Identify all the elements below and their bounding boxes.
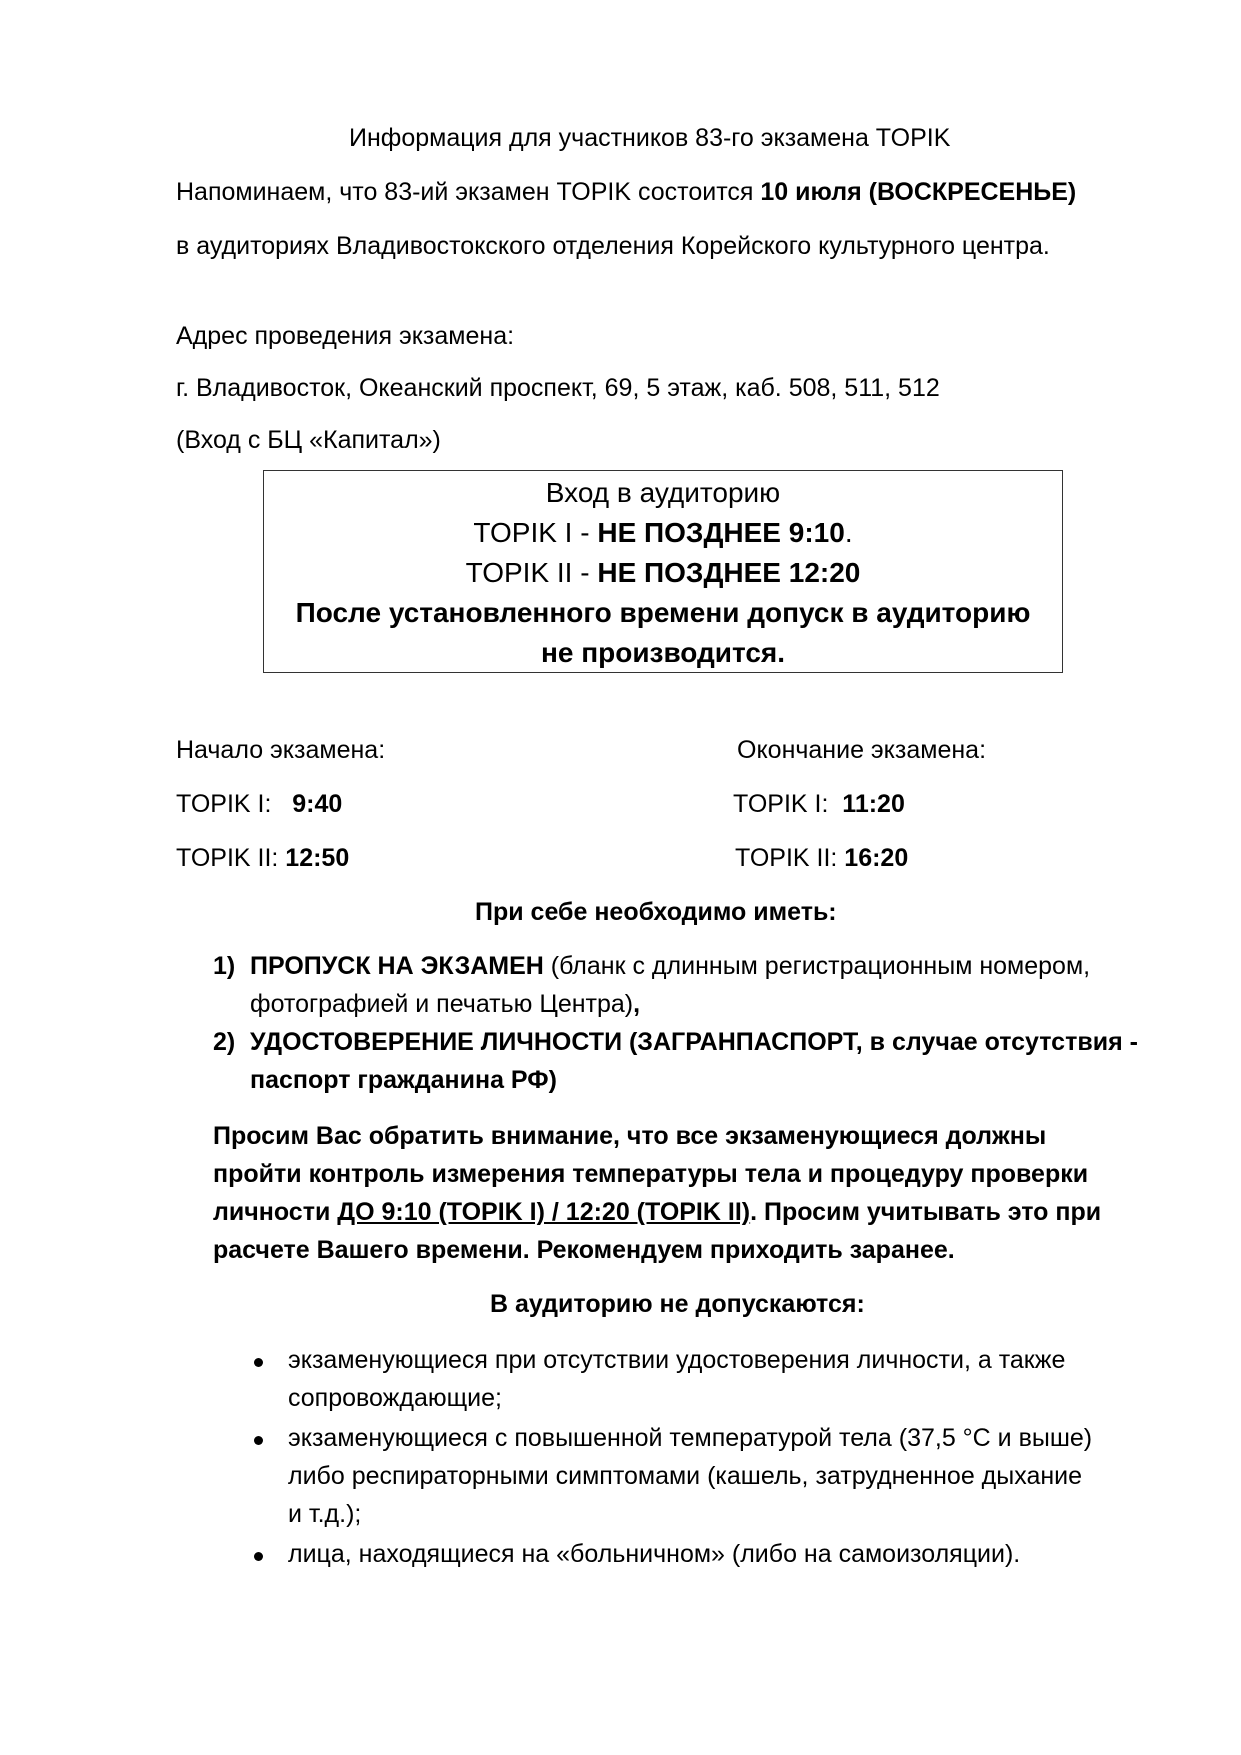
bring-item-1-number: 1) bbox=[213, 952, 236, 980]
not-admitted-item-3-line-1: лица, находящиеся на «больничном» (либо на самоизоляции). bbox=[288, 1540, 1021, 1568]
start-topik1-label: TOPIK I: bbox=[176, 790, 293, 818]
end-topik2 bbox=[735, 840, 908, 876]
entry-topik2-label: TOPIK II - bbox=[465, 557, 598, 588]
intro-line-1 bbox=[176, 174, 1076, 210]
bring-item-2-line-2: паспорт гражданина РФ) bbox=[250, 1066, 557, 1094]
entry-topik1 bbox=[264, 513, 1062, 553]
entry-topik2 bbox=[264, 553, 1062, 593]
not-admitted-item-2-line-3: и т.д.); bbox=[288, 1500, 362, 1528]
not-admitted-item-1-line-1: экзаменующиеся при отсутствии удостоверения личности, а также bbox=[288, 1346, 1066, 1374]
notice-line-2: пройти контроль измерения температуры тела и процедуру проверки bbox=[213, 1160, 1089, 1188]
entry-topik2-time: НЕ ПОЗДНЕЕ 12:20 bbox=[597, 557, 861, 588]
intro-text: Напоминаем, что 83-ий экзамен TOPIK состоится bbox=[176, 178, 761, 206]
entry-warning-line-2: не производится. bbox=[540, 637, 786, 668]
bring-item-2-line-1: УДОСТОВЕРЕНИЕ ЛИЧНОСТИ (ЗАГРАНПАСПОРТ, в случае отсутствия - bbox=[250, 1028, 1138, 1056]
entry-warning-line-1: После установленного времени допуск в аудиторию bbox=[295, 597, 1031, 628]
address-line: г. Владивосток, Океанский проспект, 69, 5 этаж, каб. 508, 511, 512 bbox=[176, 374, 940, 402]
bullet-icon bbox=[254, 1436, 263, 1445]
end-topik2-label: TOPIK II: bbox=[735, 844, 845, 872]
bring-item-1-desc: (бланк с длинным регистрационным номером, bbox=[543, 952, 1091, 980]
bring-item-2-number: 2) bbox=[213, 1028, 236, 1056]
start-topik2-label: TOPIK II: bbox=[176, 844, 286, 872]
document-title: Информация для участников 83-го экзамена TOPIK bbox=[349, 124, 951, 152]
not-admitted-heading: В аудиторию не допускаются: bbox=[490, 1290, 865, 1318]
start-topik2-time: 12:50 bbox=[285, 844, 350, 872]
bring-item-1-comma: , bbox=[633, 990, 641, 1018]
address-entrance: (Вход с БЦ «Капитал») bbox=[176, 426, 441, 454]
bring-item-1-line-1 bbox=[250, 948, 1090, 984]
bring-item-1-desc-2: фотографией и печатью Центра) bbox=[250, 990, 634, 1018]
notice-deadline: ДО 9:10 (TOPIK I) / 12:20 (TOPIK II) bbox=[337, 1198, 751, 1226]
entry-heading: Вход в аудиторию bbox=[545, 477, 781, 508]
bullet-icon bbox=[254, 1358, 263, 1367]
not-admitted-item-1-line-2: сопровождающие; bbox=[288, 1384, 503, 1412]
entry-topik1-label: TOPIK I - bbox=[473, 517, 598, 548]
start-topik1-time: 9:40 bbox=[292, 790, 343, 818]
notice-line-4: расчете Вашего времени. Рекомендуем приходить заранее. bbox=[213, 1236, 955, 1264]
entry-topik1-suffix: . bbox=[844, 517, 853, 548]
bring-item-1-line-2 bbox=[250, 986, 640, 1022]
notice-line-3-post: . Просим учитывать это при bbox=[750, 1198, 1102, 1226]
start-topik2 bbox=[176, 840, 349, 876]
entry-time-box bbox=[263, 470, 1063, 673]
end-topik2-time: 16:20 bbox=[844, 844, 909, 872]
intro-line-2: в аудиториях Владивостокского отделения Корейского культурного центра. bbox=[176, 232, 1050, 260]
entry-topik1-time: НЕ ПОЗДНЕЕ 9:10 bbox=[597, 517, 845, 548]
notice-line-3 bbox=[213, 1194, 1101, 1230]
bullet-icon bbox=[254, 1552, 263, 1561]
exam-date: 10 июля (ВОСКРЕСЕНЬЕ) bbox=[760, 178, 1077, 206]
end-topik1-time: 11:20 bbox=[842, 790, 905, 818]
start-label: Начало экзамена: bbox=[176, 736, 386, 764]
notice-line-1: Просим Вас обратить внимание, что все экзаменующиеся должны bbox=[213, 1122, 1047, 1150]
bring-heading: При себе необходимо иметь: bbox=[475, 898, 837, 926]
end-topik1-label: TOPIK I: bbox=[733, 790, 843, 818]
start-topik1 bbox=[176, 786, 342, 822]
end-topik1 bbox=[733, 786, 905, 822]
not-admitted-item-2-line-2: либо респираторными симптомами (кашель, затрудненное дыхание bbox=[288, 1462, 1083, 1490]
not-admitted-item-2-line-1: экзаменующиеся с повышенной температурой тела (37,5 °C и выше) bbox=[288, 1424, 1093, 1452]
bring-item-1-title: ПРОПУСК НА ЭКЗАМЕН bbox=[250, 952, 544, 980]
end-label: Окончание экзамена: bbox=[737, 736, 987, 764]
address-label: Адрес проведения экзамена: bbox=[176, 322, 515, 350]
notice-line-3-pre: личности bbox=[213, 1198, 338, 1226]
